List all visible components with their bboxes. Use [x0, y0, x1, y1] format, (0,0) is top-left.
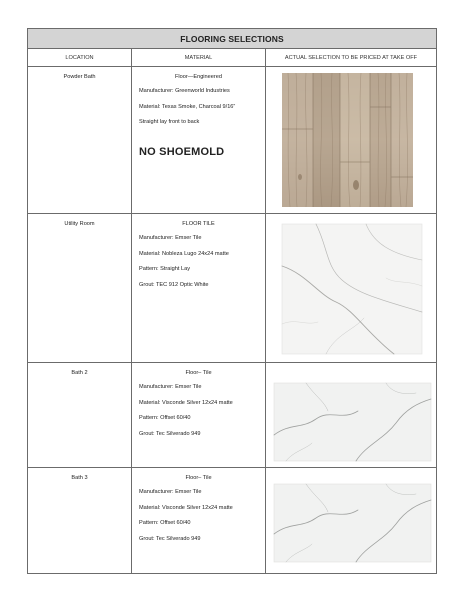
material-title: FLOOR TILE	[182, 221, 215, 227]
material-line: Material: Texas Smoke, Charcoal 9/16”	[139, 103, 236, 110]
location-cell: Bath 3	[28, 468, 132, 574]
material-cell	[132, 363, 266, 468]
material-line: Pattern: Offset 60/40	[139, 520, 191, 527]
selection-image-cell	[266, 468, 437, 574]
material-line: Grout: TEC 912 Optic White	[139, 282, 209, 289]
location-column-header: LOCATION	[28, 49, 132, 67]
location-cell: Bath 2	[28, 363, 132, 468]
no-shoemold-note: NO SHOEMOLD	[139, 146, 225, 159]
material-line: Manufacturer: Greenworld Industries	[139, 88, 230, 94]
material-line: Manufacturer: Emser Tile	[139, 384, 202, 390]
material-title: Floor—Engineered	[175, 74, 222, 80]
silver-marble-tile-image	[266, 363, 437, 467]
table-row	[28, 468, 437, 574]
material-line: Pattern: Straight Lay	[139, 266, 190, 273]
material-line: Manufacturer: Emser Tile	[139, 235, 202, 241]
material-line: Manufacturer: Emser Tile	[139, 489, 202, 495]
location-cell: Utility Room	[28, 214, 132, 363]
material-line: Grout: Tec Silverado 949	[139, 536, 201, 543]
material-line: Straight lay front to back	[139, 119, 200, 126]
engineered-wood-plank-image	[266, 67, 437, 213]
material-line: Pattern: Offset 60/40	[139, 415, 191, 422]
location-cell: Powder Bath	[28, 67, 132, 214]
material-title: Floor– Tile	[185, 475, 212, 481]
flooring-selections-table	[27, 28, 437, 574]
selection-column-header: ACTUAL SELECTION TO BE PRICED AT TAKE OFF	[266, 49, 437, 67]
white-marble-tile-image	[266, 214, 437, 362]
material-cell	[132, 468, 266, 574]
silver-marble-tile-image	[266, 468, 437, 573]
material-line: Material: Nobleza Lugo 24x24 matte	[139, 250, 229, 257]
table-row	[28, 67, 437, 214]
material-title: Floor– Tile	[185, 370, 212, 376]
material-cell	[132, 214, 266, 363]
material-column-header: MATERIAL	[132, 49, 266, 67]
material-line: Grout: Tec Silverado 949	[139, 431, 201, 438]
selection-image-cell	[266, 67, 437, 214]
material-line: Material: Visconde Silver 12x24 matte	[139, 504, 233, 511]
selection-image-cell	[266, 214, 437, 363]
table-row	[28, 363, 437, 468]
selection-image-cell	[266, 363, 437, 468]
table-title: FLOORING SELECTIONS	[28, 29, 437, 49]
material-line: Material: Visconde Silver 12x24 matte	[139, 399, 233, 406]
table-row	[28, 214, 437, 363]
material-cell	[132, 67, 266, 214]
